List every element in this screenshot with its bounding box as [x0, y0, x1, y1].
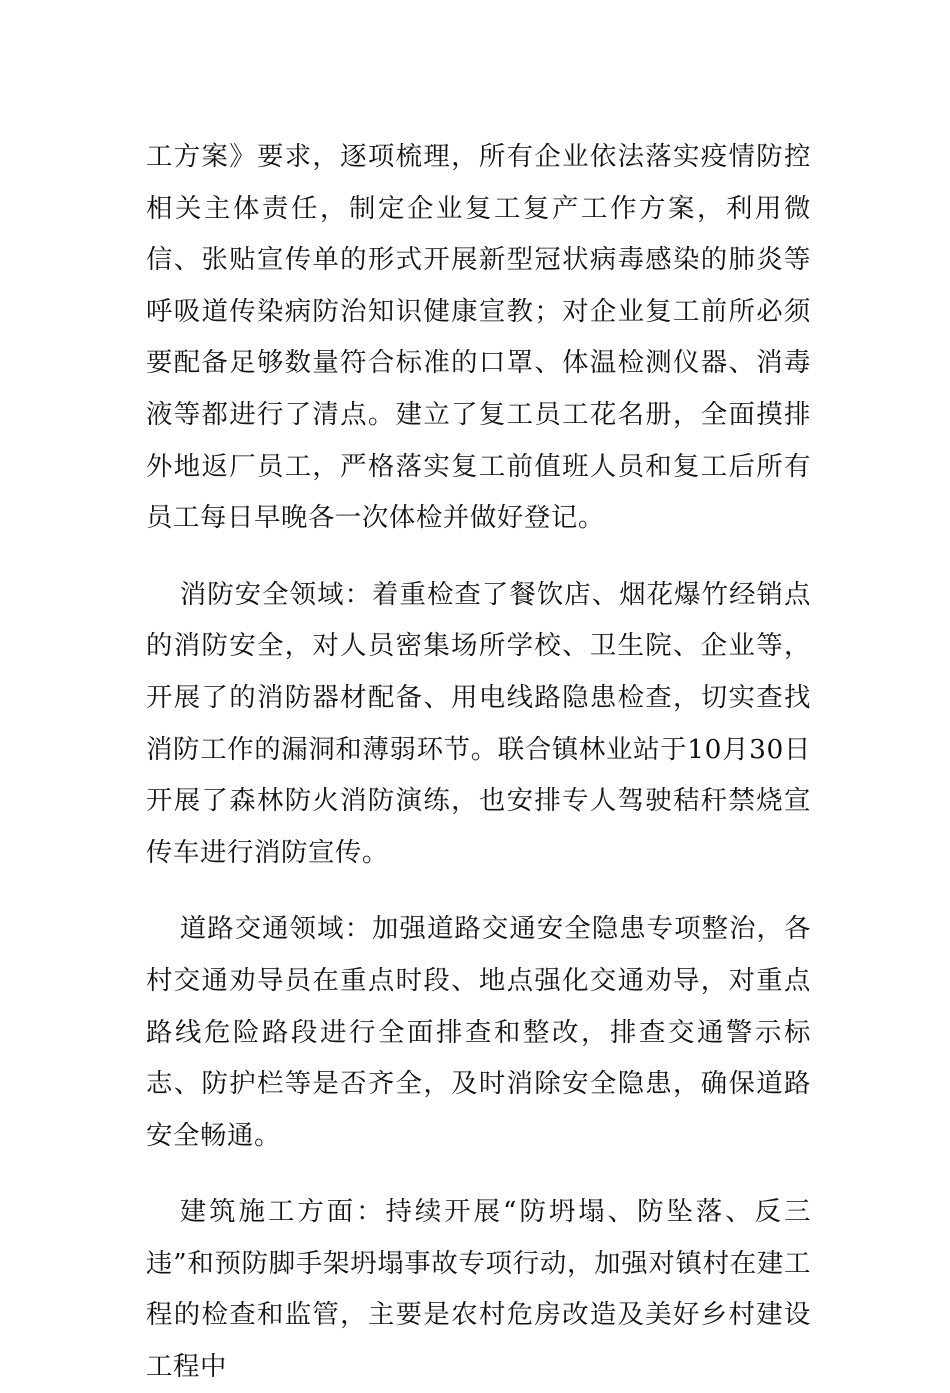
paragraph-construction: 建筑施工方面：持续开展“防坍塌、防坠落、反三违”和预防脚手架坍塌事故专项行动，加强对镇村在建工程的检查和监管，主要是农村危房改造及美好乡村建设工程中: [146, 1196, 811, 1383]
paragraph-road-traffic: 道路交通领域：加强道路交通安全隐患专项整治，各村交通劝导员在重点时段、地点强化交通劝导，对重点路线危险路段进行全面排查和整改，排查交通警示标志、防护栏等是否齐全，及时消除安全隐患，确保道路安全畅通。: [146, 913, 811, 1151]
paragraph-epidemic-control: 工方案》要求，逐项梳理，所有企业依法落实疫情防控相关主体责任，制定企业复工复产工作方案，利用微信、张贴宣传单的形式开展新型冠状病毒感染的肺炎等呼吸道传染病防治知识健康宣教；对企业复工前所必须要配备足够数量符合标准的口罩、体温检测仪器、消毒液等都进行了清点。建立了复工员工花名册，全面摸排外地返厂员工，严格落实复工前值班人员和复工后所有员工每日早晚各一次体检并做好登记。: [146, 141, 811, 534]
document-body: [146, 131, 811, 1393]
paragraph-fire-safety: 消防安全领域：着重检查了餐饮店、烟花爆竹经销点的消防安全，对人员密集场所学校、卫生院、企业等，开展了的消防器材配备、用电线路隐患检查，切实查找消防工作的漏洞和薄弱环节。联合镇林业站于10月30日开展了森林防火消防演练，也安排专人驾驶秸秆禁烧宣传车进行消防宣传。: [146, 578, 811, 868]
